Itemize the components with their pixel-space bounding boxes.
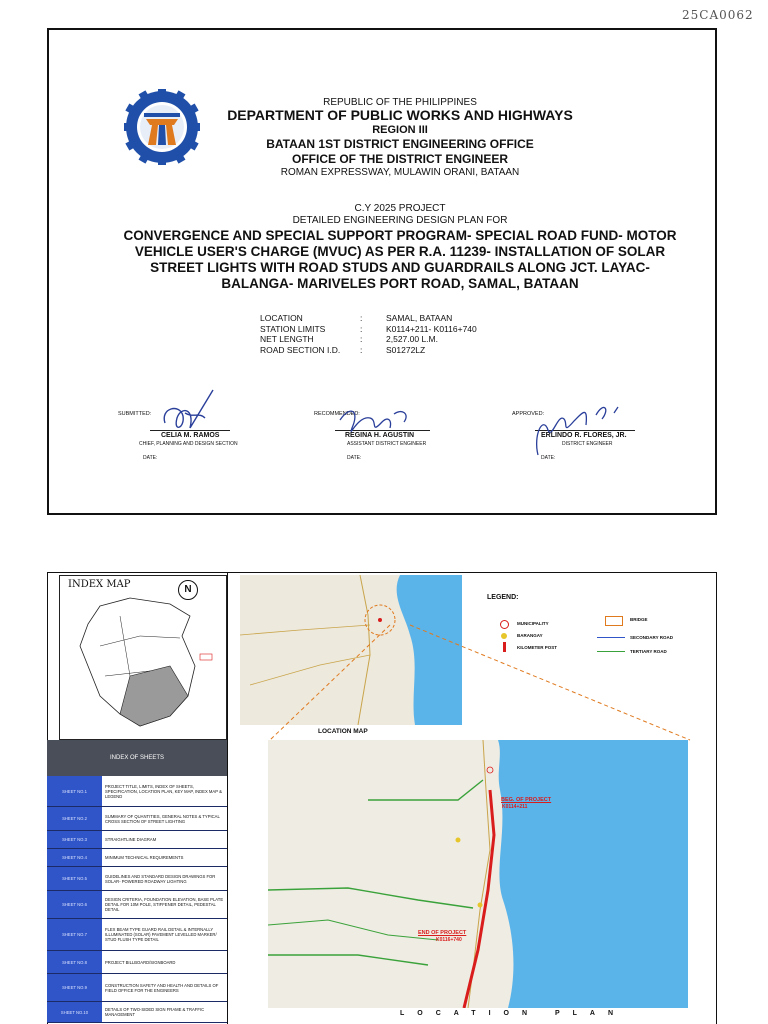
legend-item: KILOMETER POST [517, 645, 558, 650]
info-sep: : [360, 323, 363, 334]
sig-date-submitted: DATE: [143, 455, 158, 461]
project-title-line: VEHICLE USER'S CHARGE (MVUC) AS PER R.A. 11239- INSTALLATION OF SOLAR [134, 244, 666, 259]
table-row [47, 1002, 227, 1023]
sheet-number: SHEET NO.7 [47, 919, 102, 950]
sheet-number: SHEET NO.9 [47, 974, 102, 1001]
sheet-divider [227, 572, 228, 1024]
sig-label-approved: APPROVED: [512, 411, 545, 417]
info-row-road-section [260, 345, 477, 356]
sheet-number: SHEET NO.8 [47, 951, 102, 973]
info-value: S01272LZ [386, 344, 426, 355]
sheet-number: SHEET NO.4 [47, 849, 102, 866]
location-map-title: LOCATION MAP [318, 728, 368, 735]
info-value: 2,527.00 L.M. [386, 334, 438, 344]
location-plan-map [268, 740, 688, 1008]
info-row-location [260, 313, 477, 324]
sheet-description: DETAILS OF TWO-SIDED SIGN FRAME & TRAFFIC MANAGEMENT [102, 1002, 227, 1022]
project-title-line: BALANGA- MARIVELES PORT ROAD, SAMAL, BATAAN [221, 276, 579, 291]
info-label: LOCATION [260, 313, 303, 323]
table-row [47, 974, 227, 1002]
table-row [47, 807, 227, 831]
info-label: ROAD SECTION I.D. [260, 344, 341, 355]
secondary-road-legend-icon [597, 637, 625, 638]
table-row [47, 919, 227, 951]
sig-position-recommended: ASSISTANT DISTRICT ENGINEER [347, 441, 427, 447]
sheet-description: STRAIGHTLINE DIAGRAM [102, 831, 227, 848]
sig-date-recommended: DATE: [347, 455, 362, 461]
info-sep: : [360, 334, 363, 344]
sig-label-recommended: RECOMMENDED: [314, 411, 360, 417]
project-title [80, 228, 720, 292]
sheet-number: SHEET NO.6 [47, 891, 102, 918]
header-address: ROMAN EXPRESSWAY, MULAWIN ORANI, BATAAN [280, 167, 520, 178]
sheet-number: SHEET NO.5 [47, 867, 102, 890]
table-row [47, 951, 227, 974]
sheet-description: GUIDELINES AND STANDARD DESIGN DRAWINGS FOR SOLAR- POWERED ROADWAY LIGHTING [102, 867, 227, 890]
sig-name-recommended: REGINA H. AGUSTIN [345, 432, 415, 439]
header-republic: REPUBLIC OF THE PHILIPPINES [323, 97, 477, 108]
header-office: OFFICE OF THE DISTRICT ENGINEER [291, 152, 508, 166]
sig-label-submitted: SUBMITTED: [118, 411, 152, 417]
north-arrow-icon: N [178, 580, 198, 600]
sig-position-submitted: CHIEF, PLANNING AND DESIGN SECTION [139, 441, 238, 447]
municipality-legend-icon [500, 620, 509, 629]
sheet-description: SUMMARY OF QUANTITIES, GENERAL NOTES & TYPICAL CROSS SECTION OF STREET LIGHTING [102, 807, 227, 830]
end-of-project-label: END OF PROJECT [418, 930, 467, 936]
info-row-station-limits [260, 324, 477, 335]
bataan-province-map [60, 576, 226, 739]
info-value: K0114+211- K0116+740 [386, 323, 477, 334]
legend-item: MUNICIPALITY [517, 621, 549, 626]
sheet-description: PROJECT TITLE, LIMITS, INDEX OF SHEETS, SPECIFICATION, LOCATION PLAN, KEY MAP, INDEX MAP & LEGEND [102, 776, 227, 806]
project-title-line: CONVERGENCE AND SPECIAL SUPPORT PROGRAM- SPECIAL ROAD FUND- MOTOR [123, 228, 677, 243]
tertiary-road-legend-icon [597, 651, 625, 652]
header-department: DEPARTMENT OF PUBLIC WORKS AND HIGHWAYS [227, 107, 573, 123]
beg-station-label: K0114+211 [502, 804, 528, 810]
plan-label: DETAILED ENGINEERING DESIGN PLAN FOR [292, 215, 508, 226]
legend-item: SECONDARY ROAD [630, 635, 674, 640]
sig-name-submitted: CELIA M. RAMOS [161, 432, 220, 439]
sig-date-approved: DATE: [541, 455, 556, 461]
index-map-title: INDEX MAP [68, 579, 131, 590]
info-sep: : [360, 313, 363, 323]
index-map [59, 575, 227, 740]
location-plan-title: LOCATION PLAN [400, 1010, 627, 1017]
document-stamp: 25CA0062 [682, 8, 754, 22]
table-row [47, 776, 227, 807]
end-station-label: K0116+740 [436, 937, 462, 943]
table-row [47, 831, 227, 849]
header-region: REGION III [372, 124, 428, 136]
sheet-description: DESIGN CRITERIA, FOUNDATION ELEVATION, BASE PLATE DETAIL FOR 10M POLE, STIFFENER DETAIL, PEDESTAL DETAIL [102, 891, 227, 918]
sig-position-approved: DISTRICT ENGINEER [562, 441, 613, 447]
barangay-legend-icon [501, 633, 507, 639]
sheet-number: SHEET NO.1 [47, 776, 102, 806]
signature-ramos-icon [155, 388, 225, 448]
bridge-legend-icon [605, 616, 623, 626]
index-of-sheets-title: INDEX OF SHEETS [47, 740, 227, 776]
sheet-number: SHEET NO.3 [47, 831, 102, 848]
sheet-description: FLEX BEAM TYPE GUARD RAIL DETAIL & INTERNALLY ILLUMINATED (SOLAR) PAVEMENT LEVELLED MARKER/ STUD FLUSH TYPE DETAIL [102, 919, 227, 950]
callout-lines [260, 600, 700, 750]
info-row-net-length [260, 334, 477, 345]
signature-flores-icon [518, 395, 628, 460]
legend-item: TERTIARY ROAD [630, 649, 667, 654]
project-info [260, 313, 477, 355]
legend-title: LEGEND: [487, 594, 519, 601]
signature-agustin-icon [330, 400, 420, 450]
legend-item: BRIDGE [630, 617, 648, 622]
project-year: C.Y 2025 PROJECT [354, 203, 446, 214]
dpwh-logo-icon [124, 89, 200, 165]
info-label: NET LENGTH [260, 334, 314, 344]
table-row [47, 891, 227, 919]
info-label: STATION LIMITS [260, 323, 326, 334]
sheet-number: SHEET NO.2 [47, 807, 102, 830]
sig-name-approved: ERLINDO R. FLORES, JR. [541, 432, 627, 439]
index-of-sheets-table [47, 740, 227, 1023]
table-row [47, 849, 227, 867]
info-sep: : [360, 344, 363, 355]
location-plan-drawing [268, 740, 688, 1008]
sheet-description: CONSTRUCTION SAFETY AND HEALTH AND DETAILS OF FIELD OFFICE FOR THE ENGINEERS [102, 974, 227, 1001]
info-value: SAMAL, BATAAN [386, 313, 453, 323]
sheet-description: MINIMUM TECHNICAL REQUIREMENTS [102, 849, 227, 866]
project-title-line: STREET LIGHTS WITH ROAD STUDS AND GUARDRAILS ALONG JCT. LAYAC- [150, 260, 650, 275]
sheet-number: SHEET NO.10 [47, 1002, 102, 1022]
header-district-office: BATAAN 1ST DISTRICT ENGINEERING OFFICE [266, 137, 534, 151]
kilometer-post-legend-icon [503, 642, 506, 652]
beg-of-project-label: BEG. OF PROJECT [501, 797, 552, 803]
table-row [47, 867, 227, 891]
legend-item: BARANGAY [517, 633, 543, 638]
sheet-description: PROJECT BILLBOARD/SIGNBOARD [102, 951, 227, 973]
